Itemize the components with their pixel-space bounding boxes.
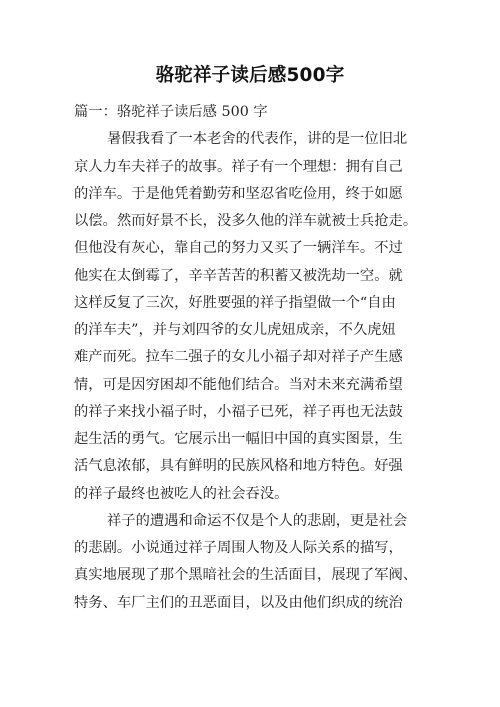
body-text-line: 起生活的勇气。它展示出一幅旧中国的真实图景，生 <box>74 431 403 447</box>
section-heading: 篇一：骆驼祥子读后感 500 字 <box>74 104 268 120</box>
body-text-line: 的悲剧。小说通过祥子周围人物及人际关系的描写， <box>74 540 403 556</box>
body-text-line: 他实在太倒霉了，辛辛苦苦的积蓄又被洗劫一空。就 <box>74 268 403 284</box>
body-text-line: 真实地展现了那个黑暗社会的生活面目，展现了军阀、 <box>74 567 418 583</box>
body-text-line: 难产而死。拉车二强子的女儿小福子却对祥子产生感 <box>74 349 403 365</box>
body-text-line: 暑假我看了一本老舍的代表作，讲的是一位旧北 <box>107 131 408 147</box>
body-text-line: 以偿。然而好景不长，没多久他的洋车就被士兵抢走。 <box>74 213 418 229</box>
body-text-line: 活气息浓郁，具有鲜明的民族风格和地方特色。好强 <box>74 458 403 474</box>
body-text-line: 京人力车夫祥子的故事。祥子有一个理想：拥有自己 <box>74 159 403 175</box>
body-text-line: 的洋车。于是他凭着勤劳和坚忍省吃俭用，终于如愿 <box>74 186 403 202</box>
body-text-line: 这样反复了三次，好胜要强的祥子指望做一个“自由 <box>74 295 396 311</box>
body-text-line: 的洋车夫”，并与刘四爷的女儿虎妞成亲，不久虎妞 <box>74 322 396 338</box>
document-title: 骆驼祥子读后感500字 <box>155 65 345 86</box>
body-text-line: 祥子的遭遇和命运不仅是个人的悲剧，更是社会 <box>107 513 408 529</box>
body-text-line: 的祥子来找小福子时，小福子已死，祥子再也无法鼓 <box>74 404 403 420</box>
body-text-line: 但他没有灰心，靠自己的努力又买了一辆洋车。不过 <box>74 240 403 256</box>
body-text-line: 特务、车厂主们的丑恶面目，以及由他们织成的统治 <box>74 595 403 611</box>
body-text-line: 情，可是因穷困却不能他们结合。当对未来充满希望 <box>74 377 403 393</box>
body-text-line: 的祥子最终也被吃人的社会吞没。 <box>74 486 289 502</box>
